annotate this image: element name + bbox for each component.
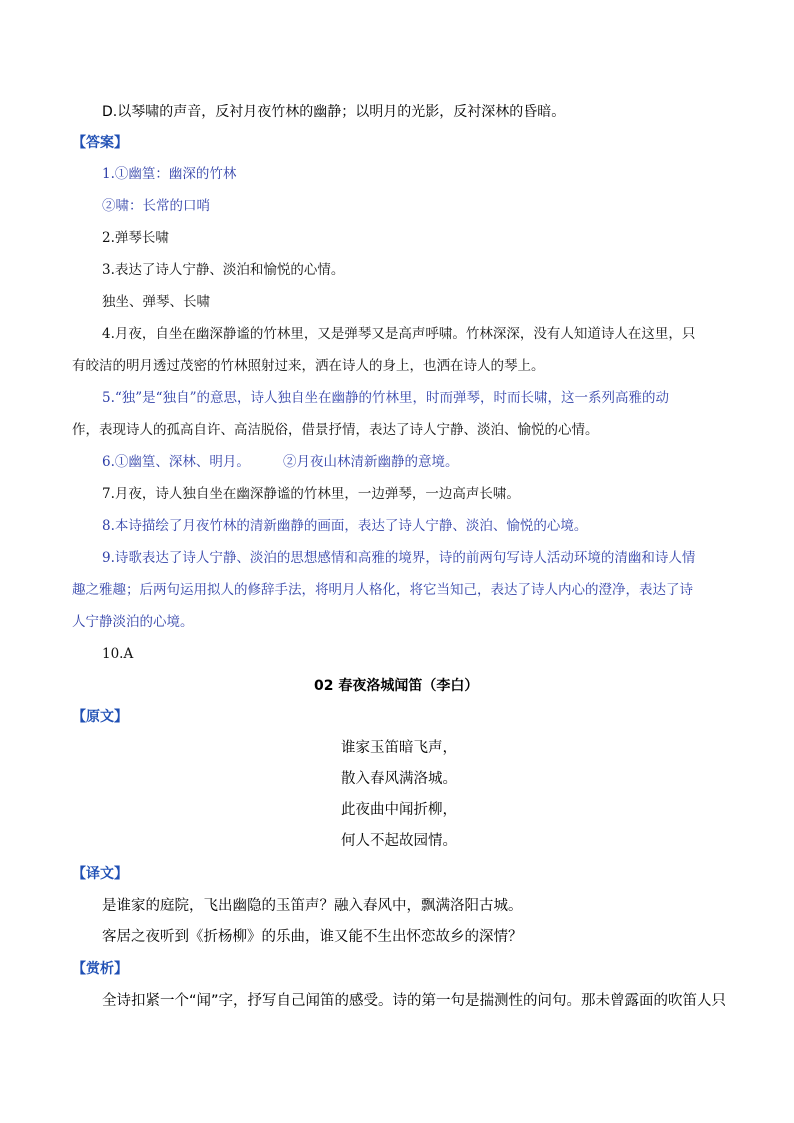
answer-line: 趣之雅趣；后两句运用拟人的修辞手法，将明月人格化，将它当知己，表达了诗人内心的澄净，表达了诗	[72, 582, 693, 598]
answer-line: 6.①幽篁、深林、明月。	[102, 454, 250, 470]
answer-line: 8.本诗描绘了月夜竹林的清新幽静的画面，表达了诗人宁静、淡泊、愉悦的心境。	[102, 518, 588, 534]
option-d: D.以琴啸的声音，反衬月夜竹林的幽静；以明月的光影，反衬深林的昏暗。	[102, 104, 566, 120]
answer-line: 10.A	[102, 646, 134, 662]
answer-line: 3.表达了诗人宁静、淡泊和愉悦的心情。	[102, 262, 345, 278]
answer-line: 1.①幽篁：幽深的竹林	[102, 166, 237, 182]
answer-line: 7.月夜，诗人独自坐在幽深静谧的竹林里，一边弹琴，一边高声长啸。	[102, 486, 520, 502]
original-heading: 【原文】	[72, 709, 128, 725]
section-title: 02 春夜洛城闻笛（李白）	[314, 678, 479, 694]
translation-line: 客居之夜听到《折杨柳》的乐曲，谁又能不生出怀恋故乡的深情？	[102, 929, 523, 945]
poem-line: 谁家玉笛暗飞声，	[341, 740, 457, 756]
appreciation-line: 全诗扣紧一个“闻”字，抒写自己闻笛的感受。诗的第一句是揣测性的问句。那未曾露面的吹笛人只	[102, 993, 727, 1009]
poem-line: 何人不起故园情。	[341, 833, 457, 849]
answer-line: ②月夜山林清新幽静的意境。	[283, 454, 459, 470]
answer-line: ②啸：长常的口哨	[102, 198, 210, 214]
answer-line: 独坐、弹琴、长啸	[102, 294, 210, 310]
translation-line: 是谁家的庭院，飞出幽隐的玉笛声？融入春风中，飘满洛阳古城。	[102, 898, 523, 914]
poem-line: 此夜曲中闻折柳，	[341, 802, 457, 818]
answer-line: 人宁静淡泊的心境。	[72, 614, 194, 630]
answer-line: 9.诗歌表达了诗人宁静、淡泊的思想感情和高雅的境界，诗的前两句写诗人活动环境的清幽和诗人情	[102, 550, 696, 566]
answer-heading: 【答案】	[72, 135, 128, 151]
answer-line: 有皎洁的明月透过茂密的竹林照射过来，洒在诗人的身上，也洒在诗人的琴上。	[72, 358, 545, 374]
translation-heading: 【译文】	[72, 866, 128, 882]
answer-line: 5.“独”是“独自”的意思，诗人独自坐在幽静的竹林里，时而弹琴，时而长啸，这一系列高雅的动	[102, 390, 669, 406]
answer-line: 作，表现诗人的孤高自许、高洁脱俗，借景抒情，表达了诗人宁静、淡泊、愉悦的心情。	[72, 422, 599, 438]
poem-line: 散入春风满洛城。	[341, 771, 457, 787]
answer-line: 4.月夜，自坐在幽深静谧的竹林里，又是弹琴又是高声呼啸。竹林深深，没有人知道诗人在这里，只	[102, 326, 696, 342]
appreciation-heading: 【赏析】	[72, 961, 128, 977]
answer-line: 2.弹琴长啸	[102, 230, 169, 246]
